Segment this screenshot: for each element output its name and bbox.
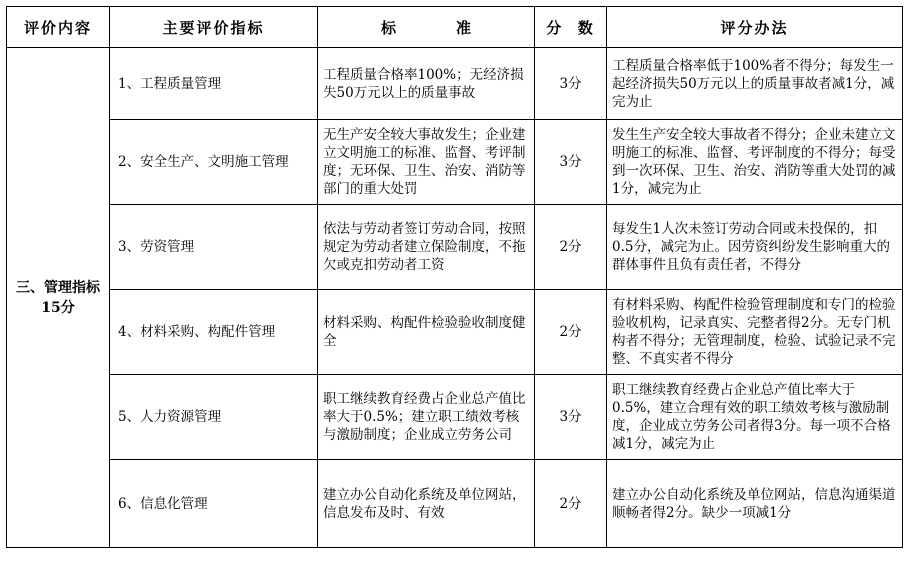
evaluation-table (6, 6, 903, 548)
score-cell: 2分 (535, 290, 607, 375)
table-row (7, 48, 903, 120)
standard-cell: 依法与劳动者签订劳动合同，按照规定为劳动者建立保险制度，不拖欠或克扣劳动者工资 (318, 205, 535, 290)
score-cell: 2分 (535, 205, 607, 290)
table-row (7, 460, 903, 548)
standard-cell: 无生产安全较大事故发生；企业建立文明施工的标准、监督、考评制度；无环保、卫生、治安、消防等部门的重大处罚 (318, 120, 535, 205)
table-row (7, 205, 903, 290)
standard-cell: 建立办公自动化系统及单位网站，信息发布及时、有效 (318, 460, 535, 548)
header-score: 分 数 (535, 7, 607, 48)
category-points: 15分 (41, 299, 75, 316)
method-cell: 工程质量合格率低于100%者不得分；每发生一起经济损失50万元以上的质量事故者减1分，减完为止 (607, 48, 903, 120)
method-cell: 有材料采购、构配件检验管理制度和专门的检验验收机构，记录真实、完整者得2分。无专门机构者不得分；无管理制度，检验、试验记录不完整、不真实者不得分 (607, 290, 903, 375)
indicator-cell: 4、材料采购、构配件管理 (110, 290, 318, 375)
indicator-cell: 6、信息化管理 (110, 460, 318, 548)
indicator-cell: 5、人力资源管理 (110, 375, 318, 460)
table-row (7, 290, 903, 375)
method-cell: 建立办公自动化系统及单位网站，信息沟通渠道顺畅者得2分。缺少一项减1分 (607, 460, 903, 548)
category-cell (7, 48, 110, 548)
header-standard-a: 标 (380, 18, 396, 37)
header-method: 评分办法 (607, 7, 903, 48)
standard-cell: 职工继续教育经费占企业总产值比率大于0.5%；建立职工绩效考核与激励制度；企业成立劳务公司 (318, 375, 535, 460)
method-cell: 发生生产安全较大事故者不得分；企业未建立文明施工的标准、监督、考评制度的不得分；每受到一次环保、卫生、治安、消防等重大处罚的减1分，减完为止 (607, 120, 903, 205)
header-indicator: 主要评价指标 (110, 7, 318, 48)
method-cell: 职工继续教育经费占企业总产值比率大于0.5%，建立合理有效的职工绩效考核与激励制度，企业成立劳务公司者得3分。每一项不合格减1分，减完为止 (607, 375, 903, 460)
score-cell: 2分 (535, 460, 607, 548)
indicator-cell: 1、工程质量管理 (110, 48, 318, 120)
header-standard-b: 准 (456, 18, 472, 37)
standard-cell: 材料采购、构配件检验验收制度健全 (318, 290, 535, 375)
indicator-cell: 2、安全生产、文明施工管理 (110, 120, 318, 205)
table-row (7, 120, 903, 205)
score-cell: 3分 (535, 120, 607, 205)
indicator-cell: 3、劳资管理 (110, 205, 318, 290)
standard-cell: 工程质量合格率100%；无经济损失50万元以上的质量事故 (318, 48, 535, 120)
score-cell: 3分 (535, 375, 607, 460)
table-row (7, 375, 903, 460)
category-name: 三、管理指标 (16, 279, 100, 296)
method-cell: 每发生1人次未签订劳动合同或未投保的，扣0.5分，减完为止。因劳资纠纷发生影响重大的群体事件且负有责任者，不得分 (607, 205, 903, 290)
header-standard (318, 7, 535, 48)
header-category: 评价内容 (7, 7, 110, 48)
evaluation-table-container (6, 6, 903, 548)
score-cell: 3分 (535, 48, 607, 120)
header-row (7, 7, 903, 48)
